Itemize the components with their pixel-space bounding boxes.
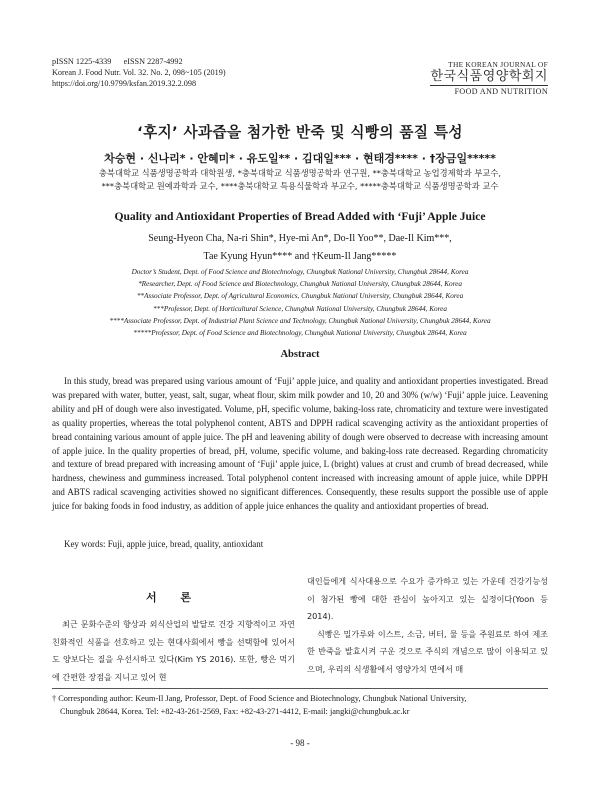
authors-en-line: Seung-Hyeon Cha, Na-ri Shin*, Hye-mi An*, Do-Il Yoo**, Dae-Il Kim***, <box>148 233 452 244</box>
title-english: Quality and Antioxidant Properties of Bread Added with ‘Fuji’ Apple Juice <box>114 210 486 223</box>
page-number: - 98 - <box>290 738 310 748</box>
affiliation-ko-line: 충북대학교 식품생명공학과 대학원생, *충북대학교 식품생명공학과 연구원, **충북대학교 농업경제학과 부교수, <box>98 168 502 178</box>
footnote-line: Chungbuk 28644, Korea. Tel: +82-43-261-2569, Fax: +82-43-271-4412, E-mail: jangki@chungbuk.ac.kr <box>60 707 410 716</box>
affiliations-korean <box>40 167 560 193</box>
intro-right-paragraph: 식빵은 밀가루와 이스트, 소금, 버터, 물 등을 주원료로 하여 제조한 반죽을 발효시켜 구운 것으로 주식의 개념으로 많이 이용되고 있으며, 우리의 식생활에서 영양가치 면에서 매 <box>307 628 548 674</box>
affiliation-en-line: ***Professor, Dept. of Horticultural Science, Chungbuk National University, Chungbuk 28644, Korea <box>153 304 447 313</box>
intro-left-column: 최근 문화수준의 향상과 외식산업의 발달로 건강 지향적이고 자연 친화적인 식품을 선호하고 있는 현대사회에서 빵을 선택함에 있어서도 양보다는 질을 우선시하고 있다(Kim YS 2016). 또한, 빵은 먹기에 간편한 장점을 지니고 있어 현 <box>52 619 295 682</box>
doi-link[interactable]: https://doi.org/10.9799/ksfan.2019.32.2.098 <box>52 79 197 88</box>
citation-block <box>52 56 226 89</box>
journal-name-ko: 한국식품영양학회지 <box>430 69 548 84</box>
citation-line: Korean J. Food Nutr. Vol. 32. No. 2, 098~105 (2019) <box>52 68 226 77</box>
journal-name-en: THE KOREAN JOURNAL OF <box>448 60 548 69</box>
section-heading-introduction: 서 론 <box>145 591 202 604</box>
abstract-heading: Abstract <box>280 349 320 360</box>
affiliation-en-line: **Associate Professor, Dept. of Agricultural Economics, Chungbuk National University, Chungbuk 28644, Korea <box>136 292 464 301</box>
journal-logo <box>430 60 548 96</box>
keywords: Key words: Fuji, apple juice, bread, quality, antioxidant <box>64 539 264 549</box>
intro-right-paragraph: 대인들에게 식사대용으로 수요가 증가하고 있는 가운데 건강기능성이 첨가된 빵에 대한 관심이 높아지고 있는 실정이다(Yoon 등 2014). <box>307 576 548 622</box>
affiliation-ko-line: ***충북대학교 원예과학과 교수, ****충북대학교 특용식물학과 부교수, *****충북대학교 식품생명공학과 교수 <box>101 181 499 191</box>
footnote-divider <box>52 688 548 689</box>
title-korean: ‘후지’ 사과즙을 첨가한 반죽 및 식빵의 품질 특성 <box>137 124 463 141</box>
authors-korean: 차승현 · 신나리* · 안혜미* · 유도일** · 김대일*** · 현태경**** · †장금일***** <box>104 152 496 165</box>
affiliations-english <box>60 266 540 339</box>
affiliation-en-line: ****Associate Professor, Dept. of Industrial Plant Science and Technology, Chungbuk National University, Chungbuk 28644, Korea <box>109 316 491 325</box>
affiliation-en-line: *****Professor, Dept. of Food Science and Biotechnology, Chungbuk National University, Chungbuk 28644, Korea <box>133 329 467 338</box>
abstract-text: In this study, bread was prepared using various amount of ‘Fuji’ apple juice, and quality and antioxidant properties investigated. Bread was prepared with water, butter, yeast, salt, sugar, wheat flour, skim milk powder and 10, 20 and 30% (w/w) ‘Fuji’ apple juice. Leavening ability and pH of dough were also investigated. Volume, pH, specific volume, baking-loss rate, chromaticity and texture were investigated as quality properties, whereas the total polyphenol content, ABTS and DPPH radical scavenging activity as the antioxidant properties of bread containing various amount of apple juice. The pH and leavening ability of dough were observed to decrease with increasing amount of apple juice. In the quality properties of bread, pH, volume, specific volume, and baking-loss rate decreased. Regarding chromaticity and texture of bread prepared with increasing amount of ‘Fuji’ apple juice, L (bright) values at crust and crumb of bread decreased, while hardness, chewiness and gumminess increased. Total polyphenol content increased with increasing amount of apple juice, while DPPH and ABTS radical scavenging activities showed no significant differences. Consequently, these results support the possible use of apple juice for baking foods in food industry, as addition of apple juice enhances the quality and antioxidant properties of bread. <box>52 376 548 512</box>
authors-english <box>0 230 600 266</box>
authors-en-line: Tae Kyung Hyun**** and †Keum-Il Jang***** <box>203 251 397 262</box>
corresponding-author-footnote <box>52 692 548 718</box>
intro-right-column <box>307 573 548 679</box>
issn-line: pISSN 1225-4339 eISSN 2287-4992 <box>52 57 183 66</box>
journal-subtitle: FOOD AND NUTRITION <box>430 85 548 96</box>
affiliation-en-line: Doctor’s Student, Dept. of Food Science and Biotechnology, Chungbuk National University, Chungbuk 28644, Korea <box>131 268 469 276</box>
affiliation-en-line: *Researcher, Dept. of Food Science and Biotechnology, Chungbuk National University, Chungbuk 28644, Korea <box>138 280 462 289</box>
footnote-line: † Corresponding author: Keum-Il Jang, Professor, Dept. of Food Science and Biotechnology, Chungbuk National University, <box>52 694 467 703</box>
